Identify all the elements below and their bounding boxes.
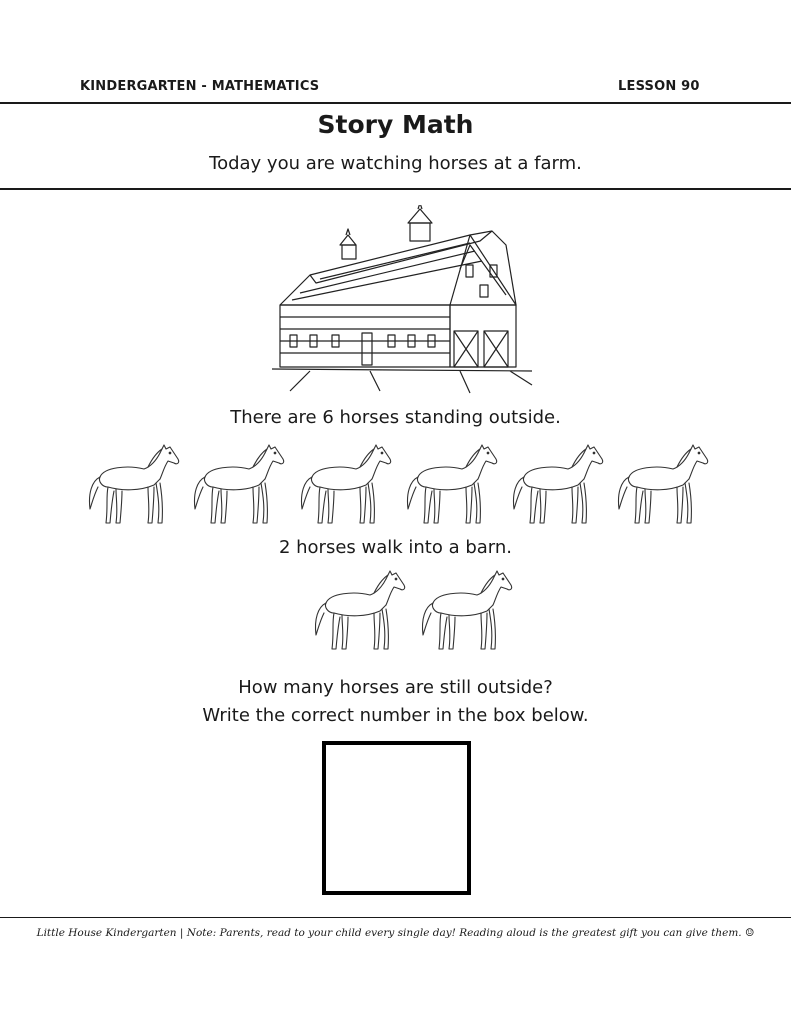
horse-icon bbox=[78, 437, 188, 527]
page-title: Story Math bbox=[317, 110, 474, 139]
story-line-horses-walk-in: 2 horses walk into a barn. bbox=[278, 537, 513, 558]
lesson-label: LESSON 90 bbox=[618, 79, 700, 94]
page-subtitle: Today you are watching horses at a farm. bbox=[209, 153, 582, 174]
question-text: How many horses are still outside? bbox=[238, 677, 553, 698]
horse-icon bbox=[502, 437, 612, 527]
horse-icon bbox=[607, 437, 717, 527]
footer-note: Little House Kindergarten | Note: Parents, read to your child every single day! Reading aloud is the greatest gift you can give them. ☺ bbox=[36, 927, 755, 939]
answer-box[interactable] bbox=[322, 741, 471, 895]
horse-icon bbox=[290, 437, 400, 527]
header-divider bbox=[0, 102, 791, 104]
horse-icon bbox=[396, 437, 506, 527]
footer-divider bbox=[0, 917, 791, 918]
horse-icon bbox=[304, 563, 414, 653]
horse-icon bbox=[183, 437, 293, 527]
story-line-horses-outside: There are 6 horses standing outside. bbox=[230, 407, 561, 428]
subject-label: KINDERGARTEN - MATHEMATICS bbox=[80, 79, 320, 94]
barn-icon bbox=[270, 205, 540, 395]
title-divider bbox=[0, 188, 791, 190]
horse-icon bbox=[411, 563, 521, 653]
instruction-text: Write the correct number in the box below. bbox=[202, 705, 589, 726]
